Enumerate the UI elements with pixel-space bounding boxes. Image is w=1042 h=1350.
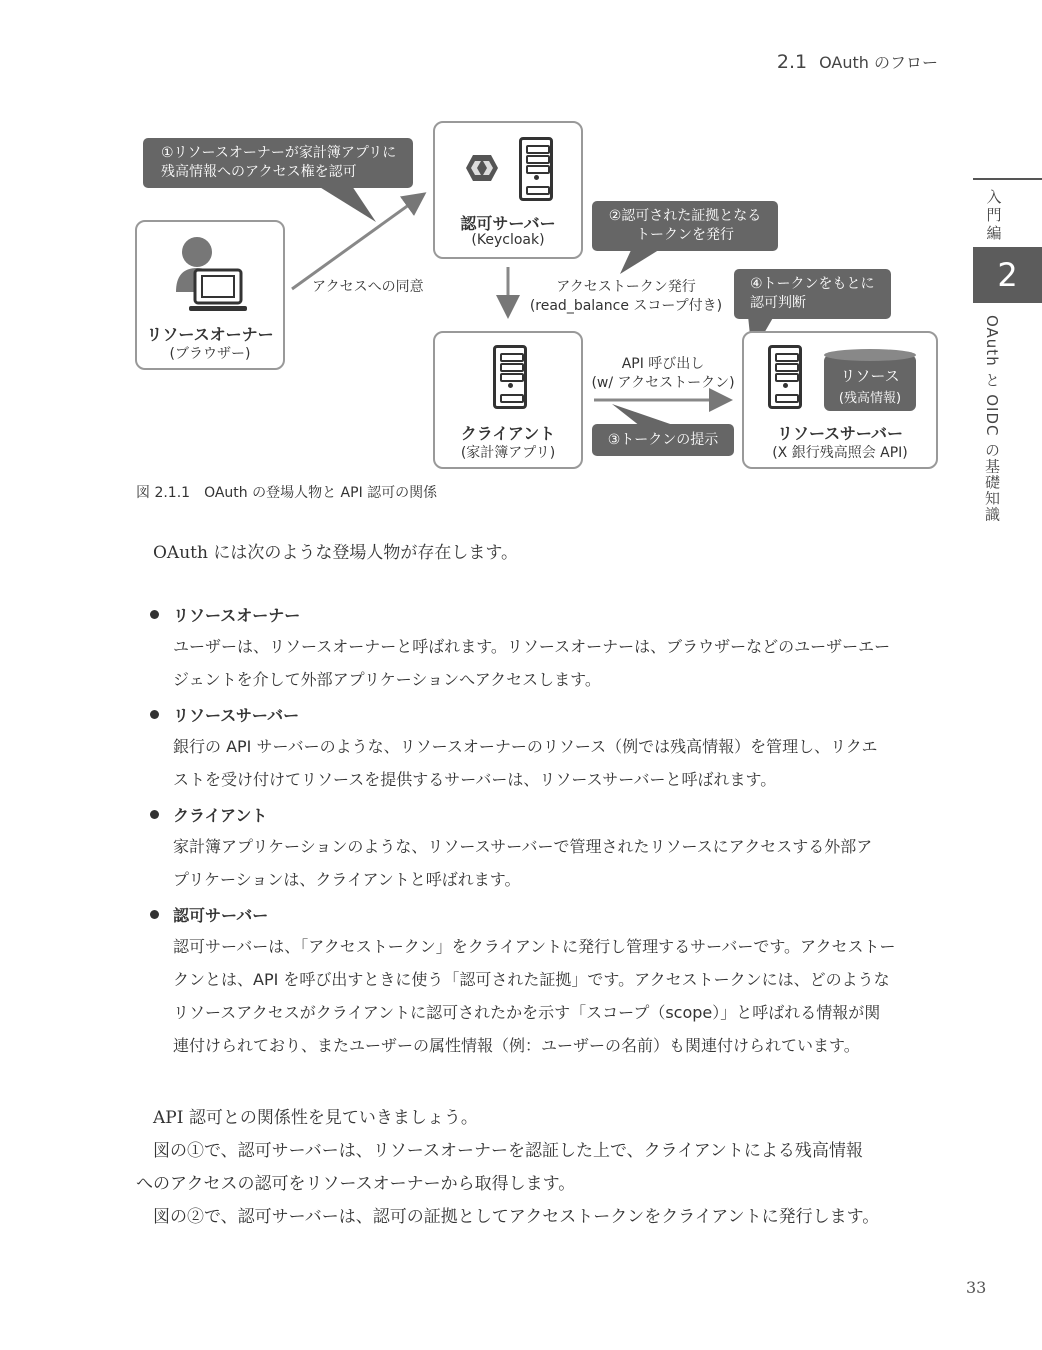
callout-step-1-line2: 残高情報へのアクセス権を認可 [161,164,357,180]
term-resource-owner [150,603,300,626]
auth-server-label: 認可サーバー [460,214,556,233]
resource-server-sub: (X 銀行残高照会 API) [772,445,908,461]
bullet-icon [150,910,159,919]
term-resource-server [150,703,299,726]
callout-step-4 [734,269,891,319]
bullet-icon [150,710,159,719]
term-name: クライアント [173,806,268,825]
resource-server-label: リソースサーバー [776,424,904,443]
paragraph-2-line1: 図の①で、認可サーバーは、リソースオーナーを認証した上で、クライアントによる残高情報 [153,1141,863,1161]
auth-server-icon [519,137,553,201]
keycloak-logo-icon [465,153,499,183]
client-label: クライアント [460,424,556,443]
callout-step-4-line1: ④トークンをもとに [750,276,875,292]
bullet-icon [150,610,159,619]
client-server-icon [493,345,527,409]
term-resource-owner-desc [173,630,948,696]
desc-line: ユーザーは、リソースオーナーと呼ばれます。リソースオーナーは、ブラウザーなどのユーザーエー [173,637,891,656]
callout-step-3 [592,424,734,456]
desc-line: クンとは、API を呼び出すときに使う「認可された証拠」です。アクセストークンには、どのような [173,970,890,989]
user-laptop-icon [173,230,249,316]
callout1-tail [318,186,376,222]
callout-step-3-text: ③トークンの提示 [607,432,719,448]
paragraph-3: 図の②で、認可サーバーは、認可の証拠としてアクセストークンをクライアントに発行します。 [153,1207,880,1227]
token-issue-label [522,278,730,316]
desc-line: ストを受け付けてリソースを提供するサーバーは、リソースサーバーと呼ばれます。 [173,770,777,789]
resource-label: リソース [840,367,900,385]
callout-step-2-line2: トークンを発行 [636,227,734,243]
desc-line: 家計簿アプリケーションのような、リソースサーバーで管理されたリソースにアクセスする外部ア [173,837,873,856]
desc-line: 銀行の API サーバーのような、リソースオーナーのリソース（例では残高情報）を管理し、リクエ [173,737,878,756]
desc-line: プリケーションは、クライアントと呼ばれます。 [173,870,521,889]
term-auth-server [150,903,268,926]
side-tab-title: OAuth と OIDC の基礎知識 [983,315,1001,523]
resource-server-icon [768,345,802,409]
figure-diagram [0,0,1042,480]
side-tab-chapter: 2 [973,247,1042,303]
resource-owner-label: リソースオーナー [146,325,274,344]
section-number: 2.1 [776,51,808,73]
term-name: リソースオーナー [173,606,301,625]
api-call-label-line2: (w/ アクセストークン) [591,375,735,391]
callout-step-1-line1: ①リソースオーナーが家計簿アプリに [161,145,397,161]
term-name: 認可サーバー [173,906,269,925]
page-number: 33 [966,1278,987,1297]
section-title: OAuth のフロー [819,53,938,72]
resource-server-node [742,331,938,469]
paragraph-1: API 認可との関係性を見ていきましょう。 [153,1108,478,1128]
token-issue-label-line2: (read_balance スコープ付き) [529,298,723,314]
term-client [150,803,267,826]
term-name: リソースサーバー [173,706,300,725]
term-resource-server-desc [173,730,948,796]
callout2-tail [620,248,662,274]
intro-paragraph: OAuth には次のような登場人物が存在します。 [153,543,518,563]
api-call-label [584,355,742,393]
desc-line: 連付けられており、またユーザーの属性情報（例：ユーザーの名前）も関連付けられています。 [173,1036,860,1055]
paragraph-2-line2: へのアクセスの認可をリソースオーナーから取得します。 [136,1174,576,1194]
side-tab-part: 入門編 [986,188,1002,242]
auth-server-sub: (Keycloak) [471,232,545,248]
bullet-icon [150,810,159,819]
token-issue-label-line1: アクセストークン発行 [556,279,696,295]
api-call-label-line1: API 呼び出し [621,356,705,372]
figure-caption: 図 2.1.1 OAuth の登場人物と API 認可の関係 [136,485,438,501]
callout-step-1 [143,138,413,188]
term-auth-server-desc [173,930,948,1062]
desc-line: リソースアクセスがクライアントに認可されたかを示す「スコープ（scope）」と呼ばれる情報が関 [173,1003,881,1022]
client-sub: (家計簿アプリ) [460,445,556,461]
client-node [433,331,583,469]
desc-line: 認可サーバーは、「アクセストークン」をクライアントに発行し管理するサーバーです。アクセストー [173,937,896,956]
callout-step-2 [592,201,778,251]
resource-sub: (残高情報) [838,391,902,406]
term-client-desc [173,830,948,896]
resource-owner-node [135,220,285,370]
desc-line: ジェントを介して外部アプリケーションへアクセスします。 [173,670,601,689]
resource-database-icon [824,355,916,411]
consent-label: アクセスへの同意 [312,279,424,295]
callout-step-2-line1: ②認可された証拠となる [608,208,762,224]
auth-server-node [433,121,583,259]
resource-owner-sub: (ブラウザー) [169,346,251,362]
callout-step-4-line2: 認可判断 [750,295,806,311]
callout3-tail [612,404,676,426]
